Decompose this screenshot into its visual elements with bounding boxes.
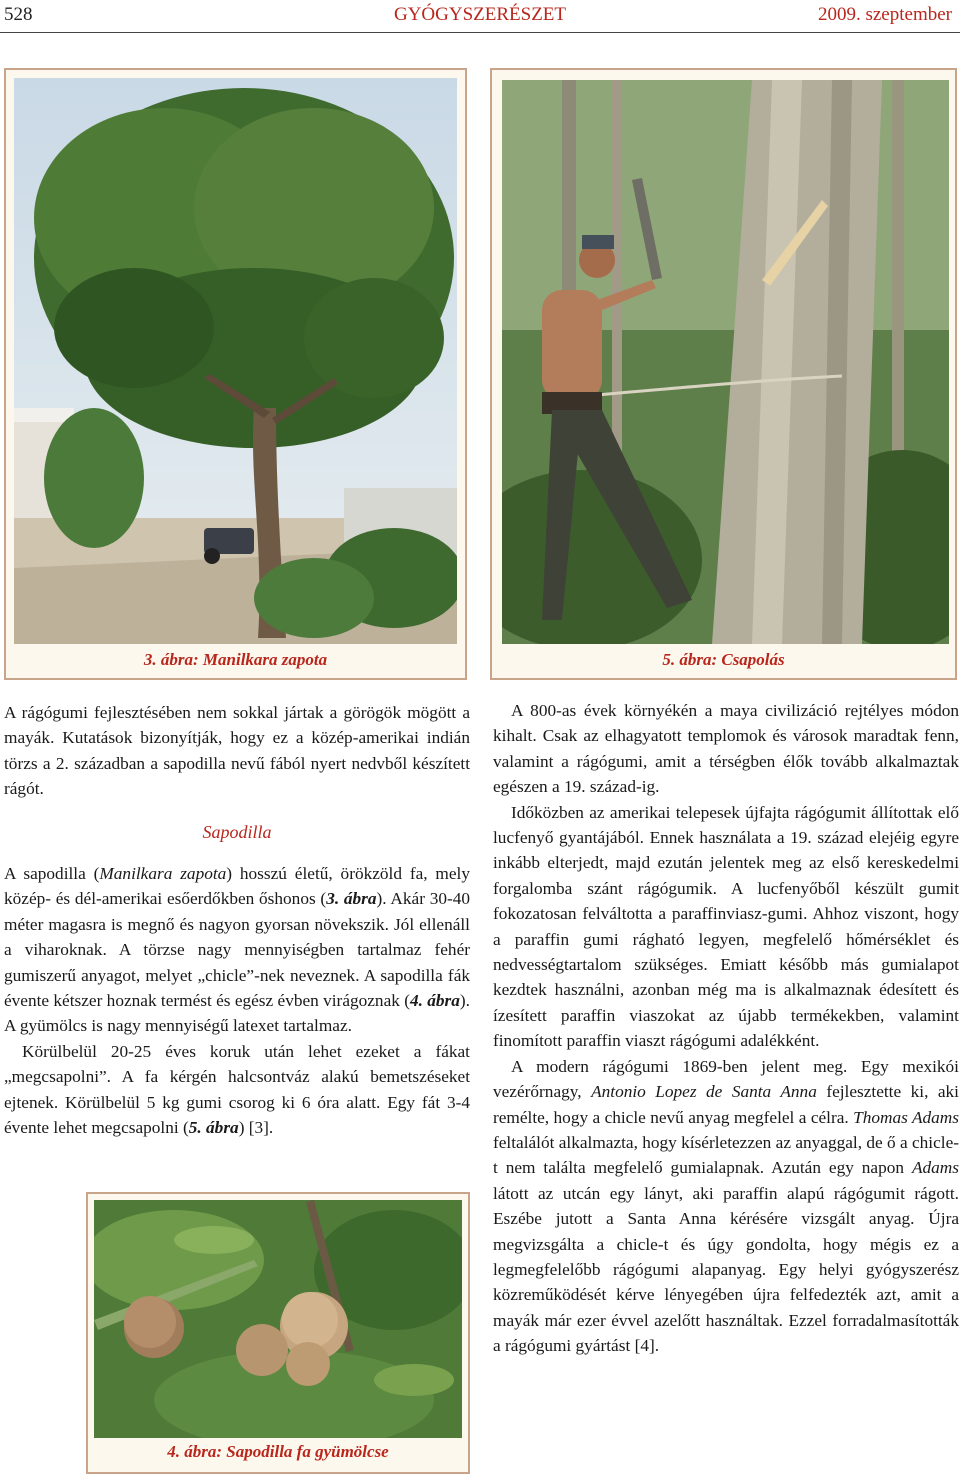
- sapodilla-fruit-photo: [94, 1200, 462, 1438]
- person-name: Adams: [911, 1158, 959, 1178]
- text-run: A modern rágógumi 1869-ben jelent meg. Egy mexikói vezérőrnagy,: [493, 1056, 959, 1102]
- sapodilla-paragraph-1: [4, 861, 470, 1039]
- text-run: ). Akár 30-40 méter magasra is megnő és nagyon gyorsan növekszik. Jól ellenáll a viharoknak. A törzse nagy mennyiségben tartalmaz fehér gumiszerű anyagot, melyet „chicle”-nek neveznek. A sapodilla fák évente kétszer hoznak termést és egész évben virágoznak (: [4, 889, 471, 1011]
- settlers-paragraph: Időközben az amerikai telepesek újfajta rágógumit állítottak elő lucfenyő gyantájából. Ennek használata a 19. század elejéig egyre inkább elterjedt, majd ezután jelentek meg az első kereskedelmi forgalomba szánt rágógumik. A lucfenyőből készült gumit fokozatosan felváltotta a paraffinviasz-gumi. Ahhoz viszont, hogy a paraffin gumi rágható legyen, megfelelő hőmérséklet és nedvességtartalom szükséges. Emiatt később más gumialapot kezdtek használni, azonban még ma is alkalmaznak édesített és ízesített paraffin viaszokat az újabb termékekben, valamint finomított paraffin viaszt rágógumi adalékként.: [493, 802, 959, 1051]
- text-run: ) hosszú életű, örökzöld fa, mely közép- és dél-amerikai esőerdőkben őshonos (: [4, 864, 470, 909]
- text-run: fejlesztette ki, aki remélte, hogy a chicle nevű anyag megfelel a célra.: [493, 1082, 959, 1127]
- figure-4: [86, 1192, 470, 1474]
- tapping-tree-photo: [502, 80, 949, 644]
- text-run: ) [3].: [238, 1118, 274, 1138]
- text-run: A sapodilla (: [4, 864, 100, 884]
- text-run: feltalálót alkalmazta, hogy kísérletezzen az anyaggal, de ő a chicle-t nem találta megfelelő gumialapnak. Azután egy napon: [493, 1132, 959, 1178]
- modern-gum-paragraph: [493, 1054, 959, 1359]
- journal-title: GYÓGYSZERÉSZET: [393, 4, 567, 25]
- sapodilla-paragraph-2: [4, 1039, 470, 1141]
- figure-reference: 5. ábra: [188, 1118, 239, 1138]
- page-header: [0, 0, 960, 34]
- issue-date: 2009. szeptember: [817, 4, 952, 25]
- person-name: Antonio Lopez de Santa Anna: [591, 1082, 817, 1102]
- figure-4-caption: 4. ábra: Sapodilla fa gyümölcse: [167, 1442, 389, 1461]
- page-number: 528: [4, 4, 33, 25]
- maya-paragraph: A 800-as évek környékén a maya civilizáció rejtélyes módon kihalt. Csak az elhagyatott templomok és városok maradtak fenn, valamint a rágógumi, amit a térségben élők tovább alkalmaztak egészen a 19. század-ig.: [493, 701, 959, 797]
- text-run: ). A gyümölcs is nagy mennyiségű latexet tartalmaz.: [4, 991, 470, 1036]
- section-title-sapodilla: Sapodilla: [202, 821, 272, 842]
- right-column: [493, 698, 959, 1359]
- sapodilla-tree-photo: [14, 78, 457, 644]
- figure-3-caption: 3. ábra: Manilkara zapota: [143, 650, 328, 669]
- figure-reference: 3. ábra: [326, 889, 377, 909]
- species-name: Manilkara zapota: [99, 864, 227, 884]
- text-run: Körülbelül 20-25 éves koruk után lehet ezeket a fákat „megcsapolni”. A fa kérgén halcsontváz alakú bemetszéseket ejtenek. Körülbelül 5 kg gumi csorog ki 6 óra alatt. Egy fát 3-4 évente lehet megcsapolni (: [4, 1041, 470, 1138]
- figure-5: [490, 68, 957, 680]
- header-rule: [0, 32, 960, 33]
- left-column: [4, 700, 470, 1141]
- figure-3: [4, 68, 467, 680]
- figure-reference: 4. ábra: [409, 991, 460, 1011]
- intro-paragraph: A rágógumi fejlesztésében nem sokkal jártak a görögök mögött a mayák. Kutatások bizonyítják, hogy ez a közép-amerikai indián törzs a 2. században a sapodilla nevű fából nyert nedvből készített rágót.: [4, 703, 470, 799]
- person-name: Thomas Adams: [853, 1107, 959, 1127]
- text-run: látott az utcán egy lányt, aki paraffin alapú rágógumit rágott. Eszébe jutott a Santa Anna kérésére vizsgált anyag. Újra megvizsgálta a chicle-t és úgy gondolta, hogy mégis ez a legmegfelelőbb rágógumi alapanyag. Egy helyi gyógyszerész közreműködését kérve lényegében újra felfedezték azt, amit a mayák már ezer évvel azelőtt használtak. Ezzel forradalmasították a rágógumi gyártást [4].: [493, 1183, 959, 1356]
- figure-5-caption: 5. ábra: Csapolás: [662, 650, 785, 669]
